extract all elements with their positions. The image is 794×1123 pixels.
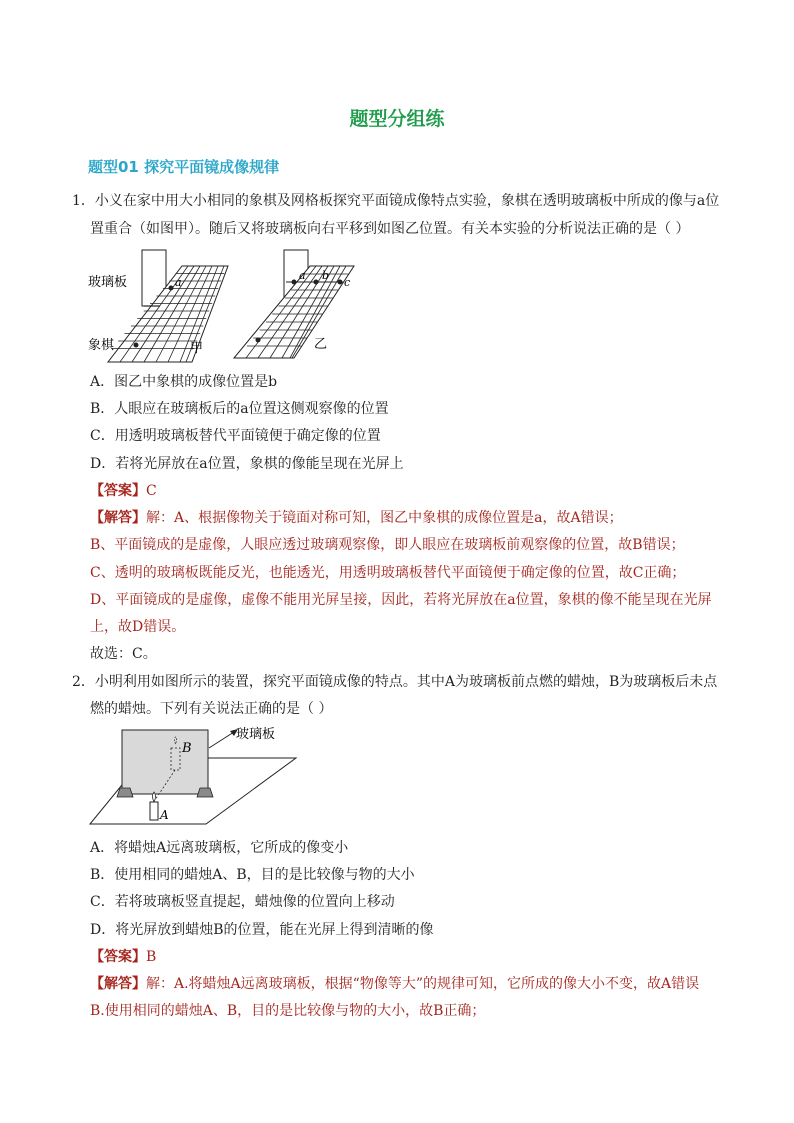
- q2-analysis-line-2: B.使用相同的蜡烛A、B，目的是比较像与物的大小，故B正确；: [90, 1003, 486, 1019]
- q1-answer-row: [90, 481, 157, 501]
- q2-answer-row: [90, 947, 156, 967]
- q2-analysis-text-1: 解：A.将蜡烛A远离玻璃板，根据“物像等大”的规律可知，它所成的像大小不变，故A错误: [146, 976, 700, 992]
- figure-jia: [88, 250, 228, 362]
- q2-stem-line-2: 燃的蜡烛。下列有关说法正确的是（ ）: [90, 701, 333, 717]
- fig1-label-yi: 乙: [314, 337, 328, 352]
- q1-analysis-line-5: 上，故D错误。: [90, 619, 186, 635]
- q1-analysis-line-3: C、透明的玻璃板既能反光，也能透光，用透明玻璃板替代平面镜便于确定像的位置，故C正确；: [90, 565, 686, 581]
- q2-option-d: D．将光屏放到蜡烛B的位置，能在光屏上得到清晰的像: [90, 922, 434, 938]
- q1-choice: 故选：C。: [90, 646, 157, 662]
- q2-option-a: A．将蜡烛A远离玻璃板，它所成的像变小: [90, 840, 349, 856]
- fig1-label-glass: 玻璃板: [88, 275, 128, 290]
- fig-q2-label-glass: 玻璃板: [236, 727, 276, 742]
- q1-answer: C: [146, 483, 157, 499]
- q1-stem-line-2: 置重合（如图甲）。随后又将玻璃板向右平移到如图乙位置。有关本实验的分析说法正确的是（ ）: [90, 221, 690, 237]
- q2-stem-line-1: 2．小明利用如图所示的装置，探究平面镜成像的特点。其中A为玻璃板前点燃的蜡烛，B为玻璃板后未点: [72, 674, 718, 690]
- q1-option-a: A．图乙中象棋的成像位置是b: [90, 374, 278, 390]
- q2-answer: B: [146, 949, 157, 965]
- q1-option-c: C．用透明玻璃板替代平面镜便于确定像的位置: [90, 428, 381, 444]
- fig2-point-b: b: [322, 269, 330, 282]
- page-title: 题型分组练: [349, 108, 445, 130]
- q1-figure-chessboard: [84, 244, 374, 366]
- q2-analysis-line-1: [90, 974, 699, 994]
- q1-stem-line-1: 1．小义在家中用大小相同的象棋及网格板探究平面镜成像特点实验，象棋在透明玻璃板中所成的像与a位: [72, 193, 720, 209]
- q1-analysis-line-2: B、平面镜成的是虚像，人眼应透过玻璃观察像，即人眼应在玻璃板前观察像的位置，故B错误；: [90, 537, 685, 553]
- fig-q2-label-b: B: [182, 741, 192, 756]
- q2-option-c: C．若将玻璃板竖直提起，蜡烛像的位置向上移动: [90, 894, 395, 910]
- q2-figure-candle-setup: [84, 722, 300, 828]
- q1-analysis-text-1: 解：A、根据像物关于镜面对称可知，图乙中象棋的成像位置是a，故A错误；: [146, 510, 623, 526]
- q1-analysis-line-1: [90, 508, 623, 528]
- fig1-point-a: a: [175, 276, 182, 289]
- q1-option-b: B．人眼应在玻璃板后的a位置这侧观察像的位置: [90, 401, 389, 417]
- q1-analysis-line-4: D、平面镜成的是虚像，虚像不能用光屏呈接，因此，若将光屏放在a位置，象棋的像不能呈现在光屏: [90, 592, 712, 608]
- fig2-point-a: a: [299, 269, 306, 282]
- q1-analysis-tag: 【解答】: [90, 510, 146, 526]
- figure-yi: [234, 250, 354, 358]
- q2-analysis-tag: 【解答】: [90, 976, 146, 992]
- section-heading: 题型01 探究平面镜成像规律: [88, 158, 280, 176]
- q1-option-d: D．若将光屏放在a位置，象棋的像能呈现在光屏上: [90, 456, 404, 472]
- fig2-point-c: c: [344, 276, 351, 289]
- fig1-label-jia: 甲: [190, 341, 204, 356]
- q1-answer-tag: 【答案】: [90, 483, 146, 499]
- q2-answer-tag: 【答案】: [90, 949, 146, 965]
- q2-option-b: B．使用相同的蜡烛A、B，目的是比较像与物的大小: [90, 867, 415, 883]
- fig-q2-label-a: A: [160, 808, 169, 822]
- fig1-label-chess: 象棋: [88, 338, 115, 353]
